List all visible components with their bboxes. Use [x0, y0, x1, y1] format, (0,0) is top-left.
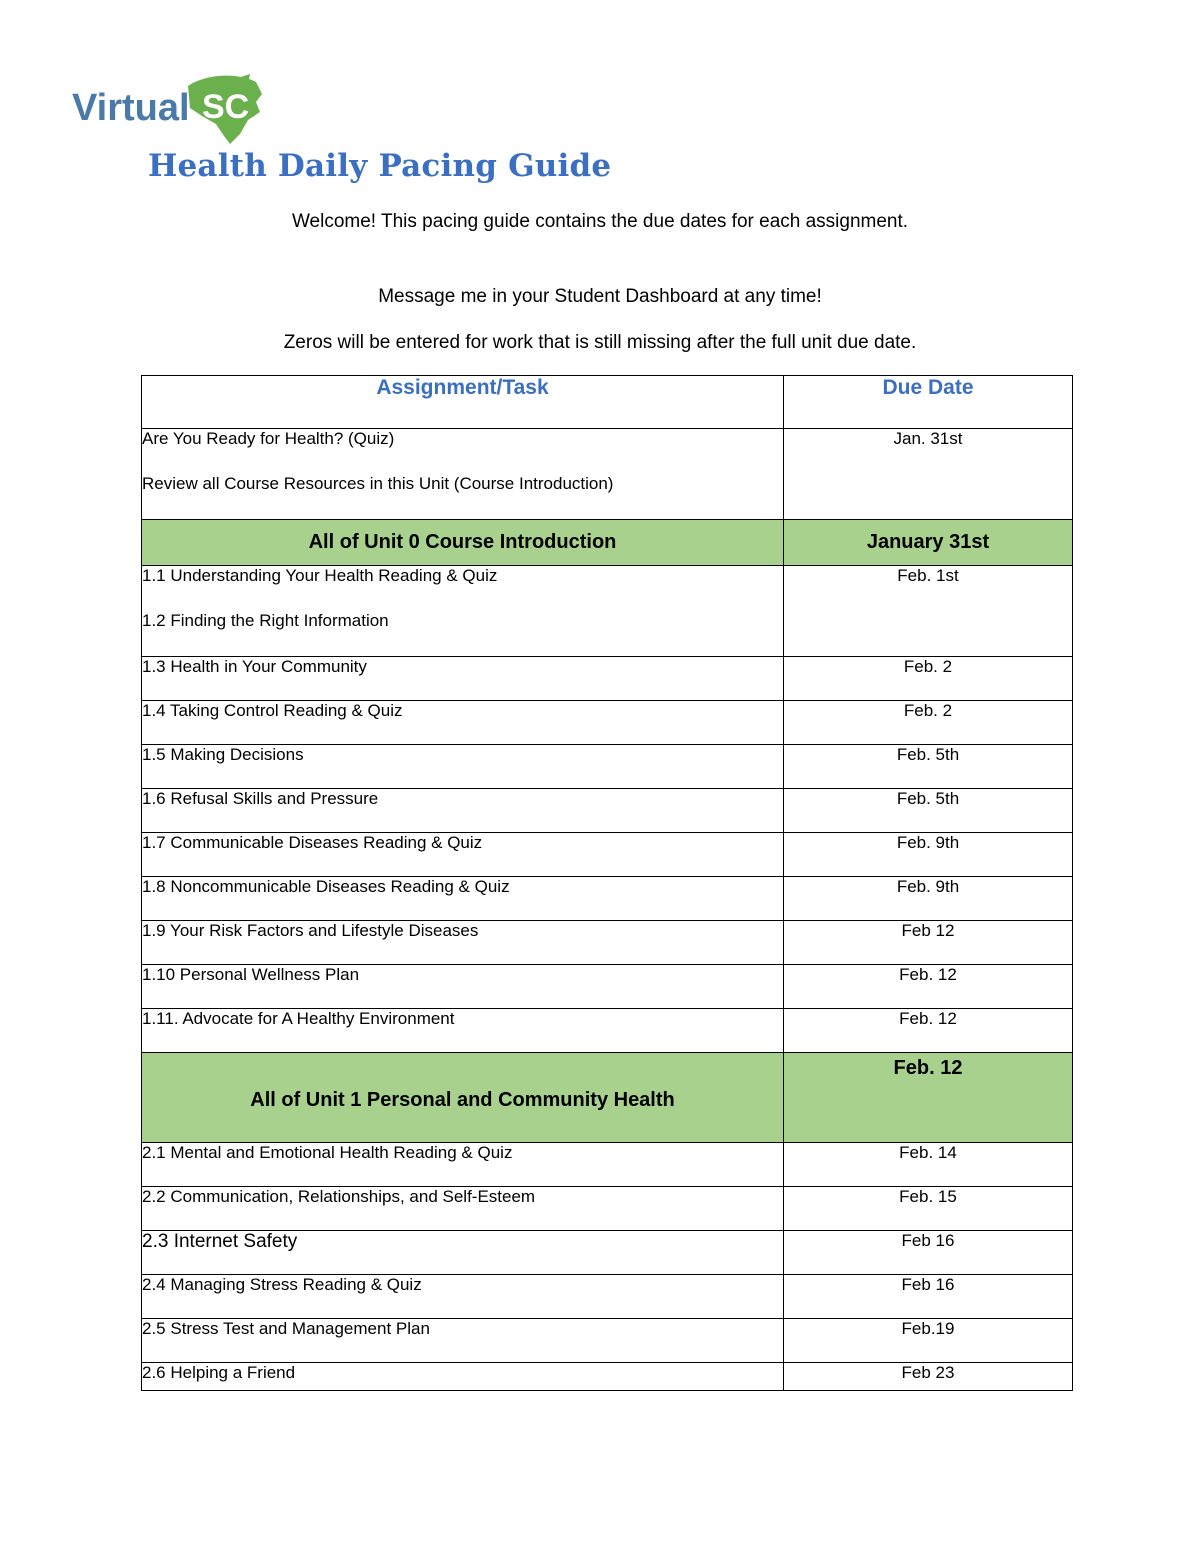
- table-row: [142, 1187, 1073, 1231]
- due-date: Feb. 2: [784, 701, 1073, 745]
- due-date: Feb. 9th: [784, 877, 1073, 921]
- task-text: 1.3 Health in Your Community: [142, 657, 784, 701]
- task-text: 1.1 Understanding Your Health Reading & Quiz: [142, 566, 498, 585]
- table-header-row: [142, 376, 1073, 429]
- due-date: Feb 16: [784, 1275, 1073, 1319]
- message-text: Message me in your Student Dashboard at any time!: [378, 286, 822, 307]
- due-date: Feb. 15: [784, 1187, 1073, 1231]
- due-date: Feb. 1st: [784, 566, 1073, 657]
- task-text: 1.4 Taking Control Reading & Quiz: [142, 701, 784, 745]
- task-text: 1.10 Personal Wellness Plan: [142, 965, 784, 1009]
- svg-text:SC: SC: [202, 88, 250, 126]
- due-date: Feb. 2: [784, 657, 1073, 701]
- task-text: 2.3 Internet Safety: [142, 1231, 784, 1275]
- header-assignment-task: Assignment/Task: [142, 376, 784, 429]
- table-row: [142, 1363, 1073, 1391]
- due-date: Feb. 5th: [784, 789, 1073, 833]
- unit-due-date: January 31st: [784, 520, 1073, 566]
- unit-summary-row: [142, 1053, 1073, 1143]
- task-text: Are You Ready for Health? (Quiz): [142, 429, 395, 448]
- table-row: [142, 701, 1073, 745]
- due-date: Feb. 12: [784, 1009, 1073, 1053]
- table-row: [142, 566, 1073, 657]
- table-row: [142, 833, 1073, 877]
- table-row: [142, 877, 1073, 921]
- due-date: Feb 16: [784, 1231, 1073, 1275]
- table-row: [142, 745, 1073, 789]
- svg-text:Virtual: Virtual: [72, 87, 190, 129]
- table-row: [142, 1275, 1073, 1319]
- table-row: [142, 1009, 1073, 1053]
- task-text: 2.2 Communication, Relationships, and Self-Esteem: [142, 1187, 784, 1231]
- table-row: [142, 789, 1073, 833]
- task-text: 1.5 Making Decisions: [142, 745, 784, 789]
- task-text: 1.11. Advocate for A Healthy Environment: [142, 1009, 784, 1053]
- due-date: Feb 12: [784, 921, 1073, 965]
- table-row: [142, 1231, 1073, 1275]
- task-text: 2.1 Mental and Emotional Health Reading & Quiz: [142, 1143, 784, 1187]
- task-text: 2.5 Stress Test and Management Plan: [142, 1319, 784, 1363]
- task-text: 1.2 Finding the Right Information: [142, 611, 389, 630]
- unit-label: All of Unit 1 Personal and Community Health: [142, 1053, 784, 1143]
- page-title: Health Daily Pacing Guide: [148, 148, 612, 184]
- task-text: 1.9 Your Risk Factors and Lifestyle Diseases: [142, 921, 784, 965]
- task-text: 1.7 Communicable Diseases Reading & Quiz: [142, 833, 784, 877]
- due-date: Jan. 31st: [784, 429, 1073, 520]
- task-text: Review all Course Resources in this Unit (Course Introduction): [142, 474, 614, 493]
- due-date: Feb. 9th: [784, 833, 1073, 877]
- unit-label: All of Unit 0 Course Introduction: [142, 520, 784, 566]
- task-cell: [142, 429, 784, 520]
- due-date: Feb 23: [784, 1363, 1073, 1391]
- table-row: [142, 921, 1073, 965]
- header-due-date: Due Date: [784, 376, 1073, 429]
- due-date: Feb. 12: [784, 965, 1073, 1009]
- table-row: [142, 1143, 1073, 1187]
- task-text: 2.6 Helping a Friend: [142, 1363, 784, 1391]
- pacing-table: [141, 375, 1073, 1391]
- unit-due-date: Feb. 12: [784, 1053, 1073, 1143]
- task-text: 1.8 Noncommunicable Diseases Reading & Quiz: [142, 877, 784, 921]
- virtualsc-logo: [70, 68, 270, 150]
- zeros-policy-text: Zeros will be entered for work that is still missing after the full unit due date.: [283, 332, 917, 353]
- virtualsc-logo-image: [70, 68, 270, 150]
- due-date: Feb. 5th: [784, 745, 1073, 789]
- table-row: [142, 657, 1073, 701]
- due-date: Feb.19: [784, 1319, 1073, 1363]
- task-cell: [142, 566, 784, 657]
- table-row: [142, 1319, 1073, 1363]
- table-row: [142, 965, 1073, 1009]
- unit-summary-row: [142, 520, 1073, 566]
- table-row: [142, 429, 1073, 520]
- due-date: Feb. 14: [784, 1143, 1073, 1187]
- task-text: 2.4 Managing Stress Reading & Quiz: [142, 1275, 784, 1319]
- task-text: 1.6 Refusal Skills and Pressure: [142, 789, 784, 833]
- welcome-text: Welcome! This pacing guide contains the due dates for each assignment.: [291, 211, 909, 232]
